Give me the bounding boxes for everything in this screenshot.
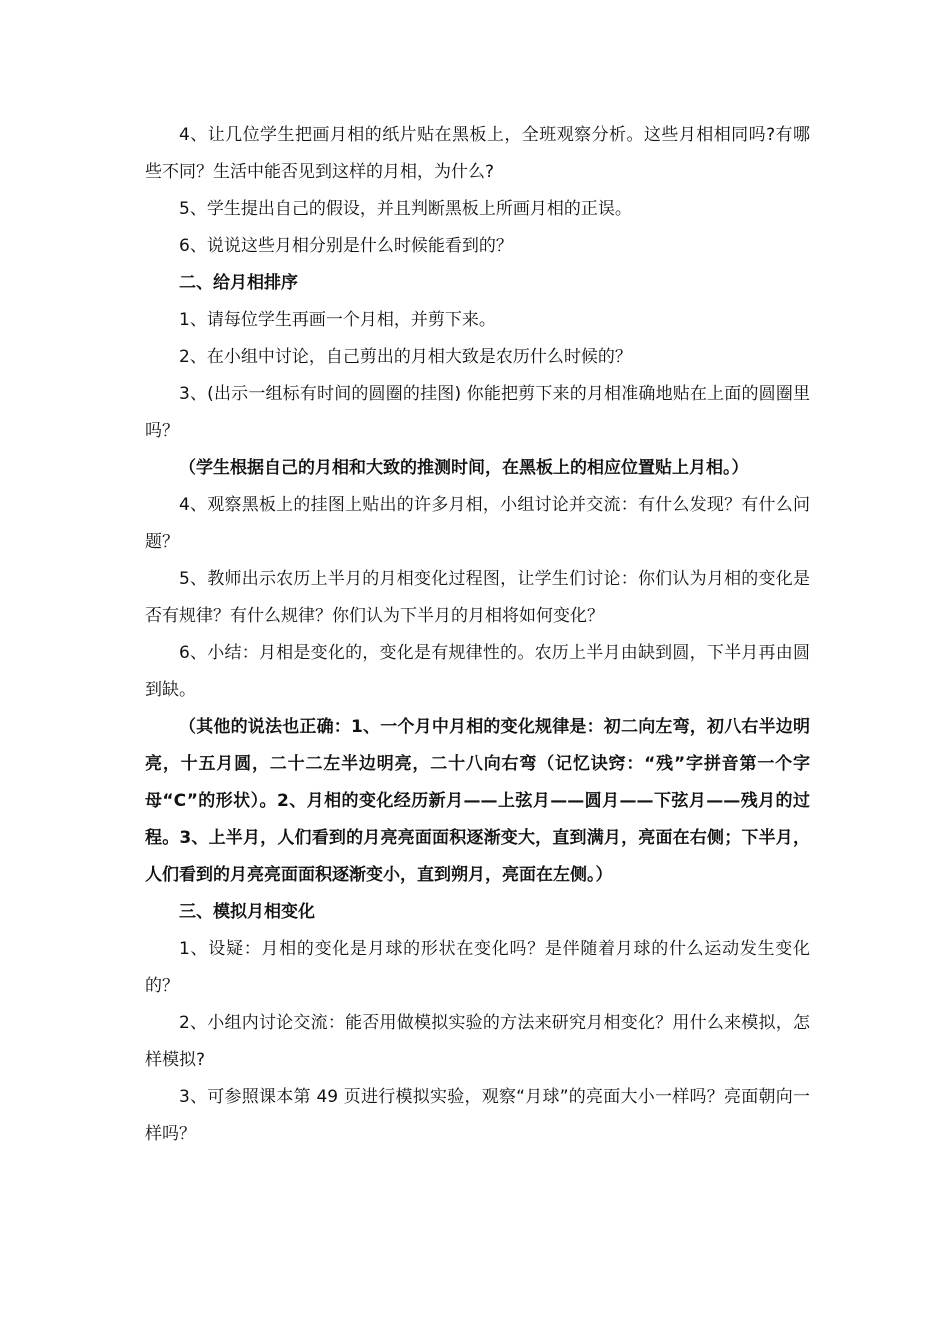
section-2-heading: 二、给月相排序	[179, 273, 298, 293]
section-3-heading: 三、模拟月相变化	[179, 902, 315, 922]
sort-step-6-summary: 6、小结：月相是变化的，变化是有规律性的。农历上半月由缺到圆，下半月再由圆到缺。	[145, 643, 810, 700]
sort-step-5: 5、教师出示农历上半月的月相变化过程图，让学生们讨论：你们认为月相的变化是否有规律？有什么规律？你们认为下半月的月相将如何变化？	[145, 569, 810, 626]
sim-step-2: 2、小组内讨论交流：能否用做模拟实验的方法来研究月相变化？用什么来模拟，怎样模拟?	[145, 1013, 810, 1070]
step-5-hypothesis: 5、学生提出自己的假设，并且判断黑板上所画月相的正误。	[179, 199, 632, 219]
sort-note-other-answers: （其他的说法也正确：1、一个月中月相的变化规律是：初二向左弯，初八右半边明亮，十五月圆，二十二左半边明亮，二十八向右弯（记忆诀窍：“残”字拼音第一个字母“C”的形状）。2、月相的变化经历新月——上弦月——圆月——下弦月——残月的过程。3、上半月，人们看到的月亮亮面面积逐渐变大，直到满月，亮面在右侧；下半月，人们看到的月亮亮面面积逐渐变小，直到朔月，亮面在左侧。）	[145, 717, 810, 885]
sort-step-1: 1、请每位学生再画一个月相，并剪下来。	[179, 310, 496, 330]
sort-step-2: 2、在小组中讨论，自己剪出的月相大致是农历什么时候的？	[179, 347, 632, 367]
step-4-post-moon-phases: 4、让几位学生把画月相的纸片贴在黑板上，全班观察分析。这些月相相同吗?有哪些不同？生活中能否见到这样的月相，为什么?	[145, 125, 810, 182]
sort-step-4: 4、观察黑板上的挂图上贴出的许多月相，小组讨论并交流：有什么发现？有什么问题？	[145, 495, 810, 552]
sort-step-3: 3、(出示一组标有时间的圆圈的挂图) 你能把剪下来的月相准确地贴在上面的圆圈里吗？	[145, 384, 810, 441]
sim-step-3: 3、可参照课本第 49 页进行模拟实验，观察“月球”的亮面大小一样吗？亮面朝向一样吗？	[145, 1087, 810, 1144]
sim-step-1: 1、设疑：月相的变化是月球的形状在变化吗？是伴随着月球的什么运动发生变化的？	[145, 939, 810, 996]
sort-note-students: （学生根据自己的月相和大致的推测时间，在黑板上的相应位置贴上月相。）	[179, 458, 749, 478]
document-page	[145, 117, 810, 1153]
step-6-when-visible: 6、说说这些月相分别是什么时候能看到的？	[179, 236, 513, 256]
